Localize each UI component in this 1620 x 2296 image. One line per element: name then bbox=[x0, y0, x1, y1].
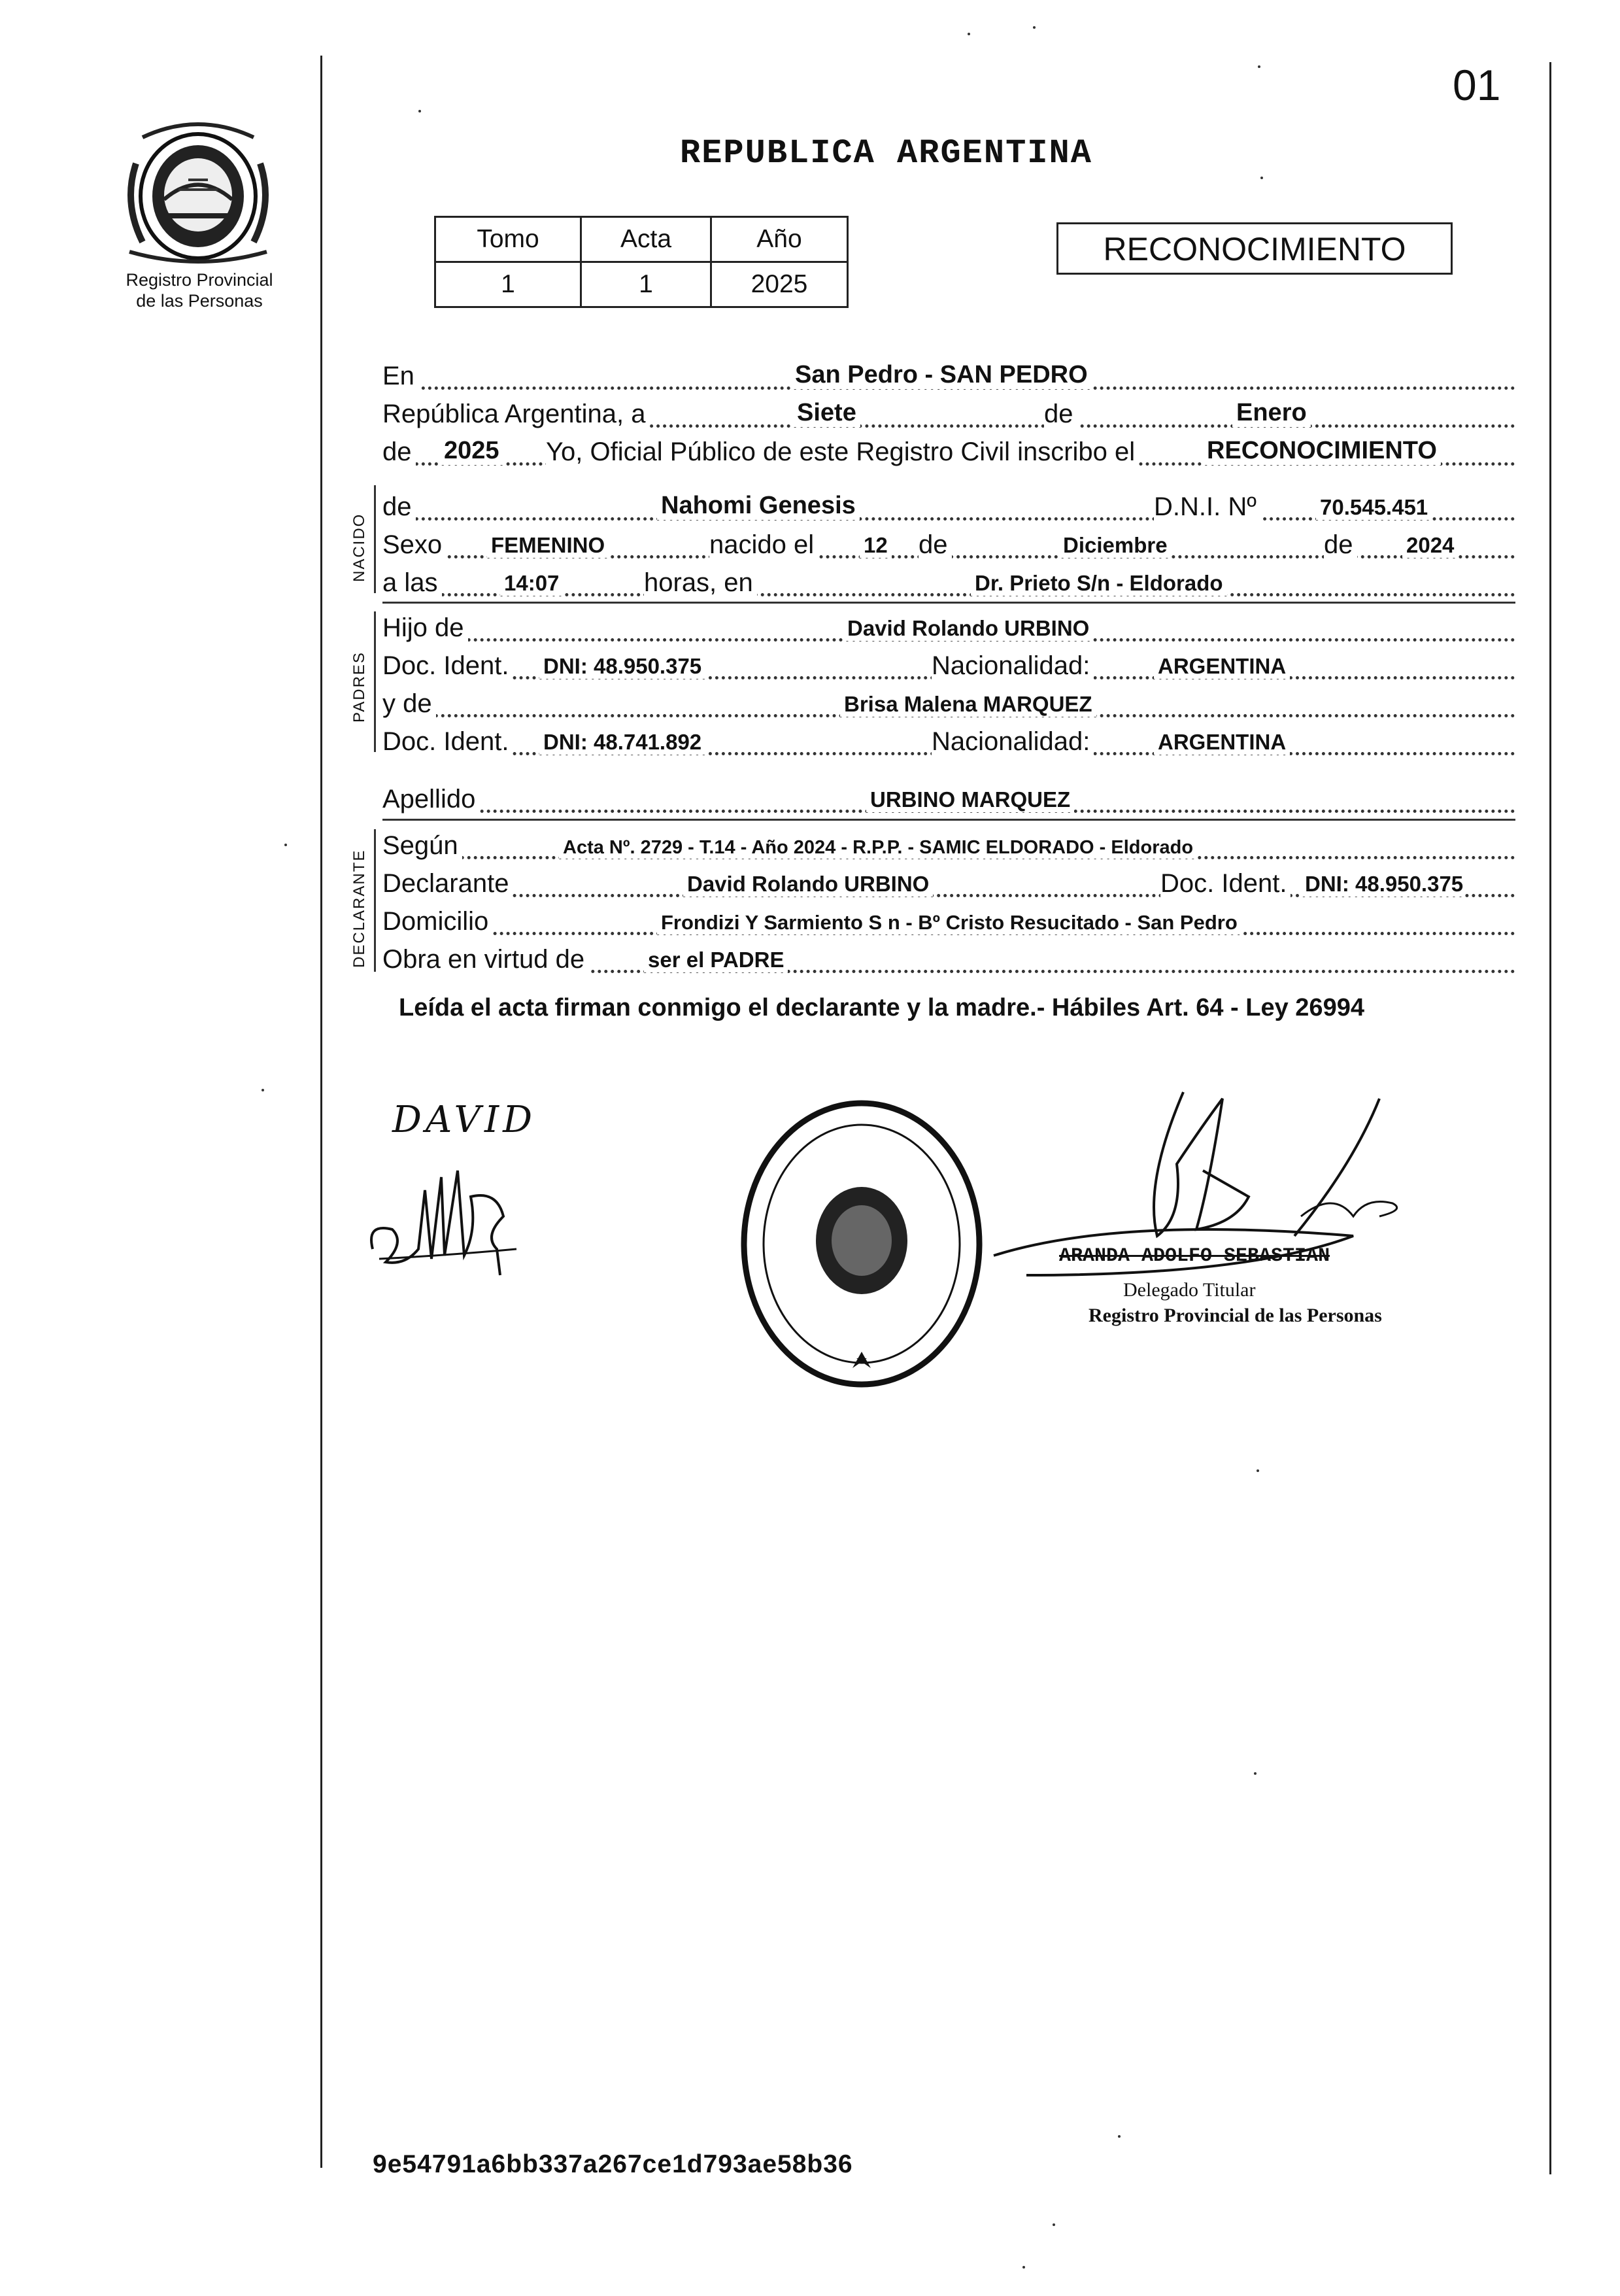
value-declarante: David Rolando URBINO bbox=[683, 872, 933, 897]
volume-table bbox=[434, 216, 849, 308]
declarant-handwritten-name: DAVID bbox=[392, 1099, 537, 1141]
value-madre-nac: ARGENTINA bbox=[1154, 730, 1290, 755]
speck bbox=[1033, 26, 1036, 29]
tomo-value: 1 bbox=[435, 262, 581, 307]
label-doc-ident-2: Doc. Ident. bbox=[382, 727, 513, 757]
row-padre bbox=[382, 611, 1515, 647]
acta-header: Acta bbox=[581, 217, 711, 262]
row-declarante bbox=[382, 867, 1515, 902]
value-hora: 14:07 bbox=[500, 571, 563, 596]
value-domicilio: Frondizi Y Sarmiento S n - Bº Cristo Resucitado - San Pedro bbox=[657, 911, 1241, 934]
speck bbox=[1254, 1772, 1257, 1775]
label-declarante: Declarante bbox=[382, 869, 513, 899]
label-horas-en: horas, en bbox=[644, 568, 757, 598]
official-title: Delegado Titular bbox=[1123, 1279, 1256, 1301]
anio-header: Año bbox=[711, 217, 848, 262]
official-organization: Registro Provincial de las Personas bbox=[1088, 1305, 1382, 1326]
label-de: de bbox=[1044, 400, 1077, 429]
label-de-anio: de bbox=[1324, 530, 1357, 560]
section-padres: PADRES bbox=[350, 651, 368, 723]
nacido-bar bbox=[374, 485, 376, 593]
value-padre-nac: ARGENTINA bbox=[1154, 654, 1290, 679]
row-segun bbox=[382, 829, 1515, 865]
speck bbox=[262, 1089, 264, 1091]
declarante-bar bbox=[374, 829, 376, 972]
declarant-signature bbox=[366, 1151, 536, 1282]
row-en bbox=[382, 360, 1515, 395]
label-nacionalidad-1: Nacionalidad: bbox=[932, 651, 1094, 681]
label-de-mes: de bbox=[919, 530, 952, 560]
registry-name-line1: Registro Provincial bbox=[126, 270, 273, 290]
speck bbox=[1022, 2266, 1025, 2269]
label-de2: de bbox=[382, 437, 416, 467]
row-obra bbox=[382, 943, 1515, 978]
value-dni: 70.545.451 bbox=[1316, 495, 1432, 520]
label-domicilio: Domicilio bbox=[382, 907, 492, 936]
label-nacionalidad-2: Nacionalidad: bbox=[932, 727, 1094, 757]
left-margin-line bbox=[320, 56, 322, 2168]
label-dni: D.N.I. Nº bbox=[1154, 492, 1260, 522]
padres-bar bbox=[374, 611, 376, 752]
row-sexo bbox=[382, 528, 1515, 564]
value-madre: Brisa Malena MARQUEZ bbox=[840, 692, 1096, 717]
row-apellido bbox=[382, 783, 1515, 818]
country-title: REPUBLICA ARGENTINA bbox=[680, 134, 1092, 173]
value-declarante-doc: DNI: 48.950.375 bbox=[1301, 872, 1463, 897]
record-type-box: RECONOCIMIENTO bbox=[1056, 222, 1453, 275]
value-dia: Siete bbox=[793, 399, 860, 427]
value-obra: ser el PADRE bbox=[644, 948, 788, 972]
row-nombre bbox=[382, 490, 1515, 526]
row-hora bbox=[382, 566, 1515, 602]
tomo-header: Tomo bbox=[435, 217, 581, 262]
row-madre bbox=[382, 687, 1515, 723]
page-number: 01 bbox=[1453, 61, 1501, 109]
section-nacido: NACIDO bbox=[350, 513, 368, 582]
label-sexo: Sexo bbox=[382, 530, 446, 560]
section-separator bbox=[382, 602, 1515, 604]
label-de-nombre: de bbox=[382, 492, 416, 522]
label-republica: República Argentina, a bbox=[382, 400, 650, 429]
value-nac-dia: 12 bbox=[860, 533, 892, 558]
speck bbox=[1257, 1469, 1259, 1472]
value-nac-mes: Diciembre bbox=[1059, 533, 1172, 558]
document-hash: 9e54791a6bb337a267ce1d793ae58b36 bbox=[373, 2150, 853, 2178]
speck bbox=[1053, 2223, 1055, 2226]
speck bbox=[968, 33, 970, 35]
label-segun: Según bbox=[382, 831, 462, 861]
official-seal bbox=[731, 1093, 992, 1394]
value-mes: Enero bbox=[1232, 399, 1311, 427]
row-madre-doc bbox=[382, 725, 1515, 761]
row-fecha bbox=[382, 398, 1515, 433]
value-lugar: San Pedro - SAN PEDRO bbox=[791, 361, 1092, 389]
label-apellido: Apellido bbox=[382, 785, 479, 814]
label-oficial: Yo, Oficial Público de este Registro Civil inscribo el bbox=[546, 437, 1139, 467]
value-padre-doc: DNI: 48.950.375 bbox=[539, 654, 705, 679]
value-tipo: RECONOCIMIENTO bbox=[1203, 437, 1441, 465]
anio-value: 2025 bbox=[711, 262, 848, 307]
label-doc-ident-3: Doc. Ident. bbox=[1160, 869, 1291, 899]
value-padre: David Rolando URBINO bbox=[843, 616, 1093, 641]
acta-value: 1 bbox=[581, 262, 711, 307]
label-en: En bbox=[382, 362, 418, 391]
value-nac-anio: 2024 bbox=[1402, 533, 1458, 558]
label-a-las: a las bbox=[382, 568, 442, 598]
value-madre-doc: DNI: 48.741.892 bbox=[539, 730, 705, 755]
speck bbox=[1260, 177, 1263, 179]
value-lugar-nac: Dr. Prieto S/n - Eldorado bbox=[971, 571, 1227, 596]
official-name: ARANDA ADOLFO SEBASTIAN bbox=[1059, 1245, 1330, 1267]
label-doc-ident-1: Doc. Ident. bbox=[382, 651, 513, 681]
speck bbox=[418, 110, 421, 112]
row-inscribe bbox=[382, 436, 1515, 471]
value-nombre: Nahomi Genesis bbox=[657, 492, 860, 520]
section-declarante: DECLARANTE bbox=[350, 849, 368, 968]
right-margin-line bbox=[1549, 62, 1551, 2174]
label-hijo-de: Hijo de bbox=[382, 613, 468, 643]
section-separator bbox=[382, 819, 1515, 821]
value-apellido: URBINO MARQUEZ bbox=[866, 787, 1074, 812]
registry-name bbox=[98, 269, 301, 311]
value-anio: 2025 bbox=[440, 437, 503, 465]
speck bbox=[1118, 2135, 1121, 2138]
row-domicilio bbox=[382, 905, 1515, 940]
label-y-de: y de bbox=[382, 689, 436, 719]
closing-statement: Leída el acta firman conmigo el declarante y la madre.- Hábiles Art. 64 - Ley 26994 bbox=[399, 994, 1364, 1021]
value-segun: Acta Nº. 2729 - T.14 - Año 2024 - R.P.P. - SAMIC ELDORADO - Eldorado bbox=[559, 837, 1197, 859]
speck bbox=[1258, 65, 1260, 68]
label-nacido-el: nacido el bbox=[709, 530, 818, 560]
label-obra: Obra en virtud de bbox=[382, 945, 588, 974]
speck bbox=[284, 844, 287, 846]
province-seal-logo bbox=[116, 118, 280, 268]
seal-text: DELEGACION DEL REGISTRO PROVINCIAL DE LAS PERSONAS · SAN PEDRO bbox=[742, 1406, 984, 1413]
value-sexo: FEMENINO bbox=[487, 533, 609, 558]
row-padre-doc bbox=[382, 649, 1515, 685]
registry-name-line2: de las Personas bbox=[136, 291, 263, 311]
